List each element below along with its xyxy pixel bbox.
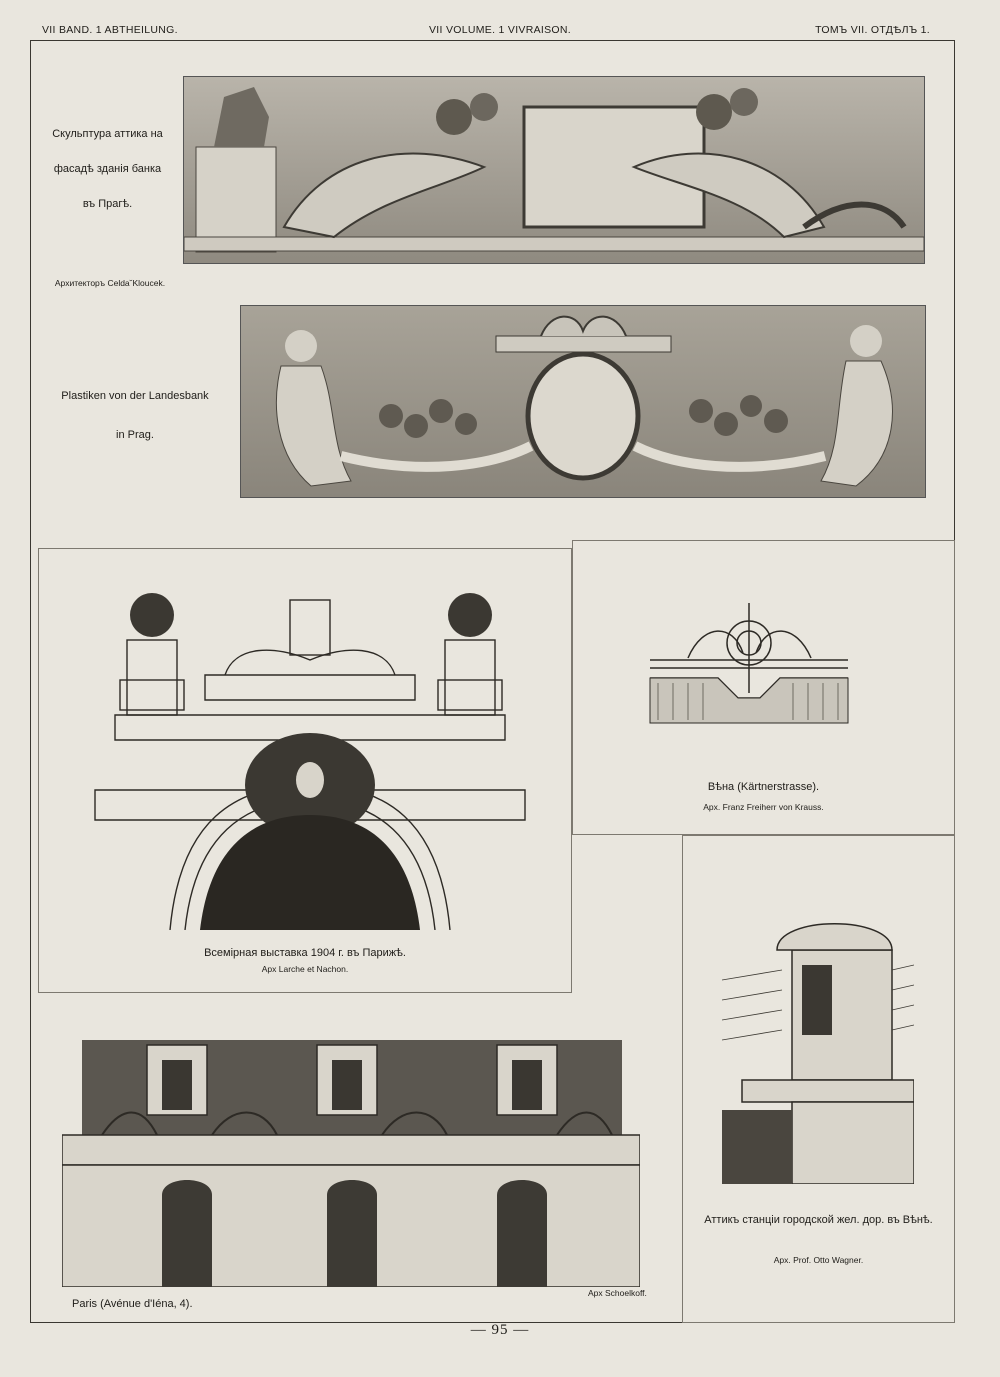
plate1-caption-line: Скульптура аттика на	[52, 128, 163, 140]
prague-attic-sculpture-photo	[183, 76, 925, 264]
exhibition-1904-drawing	[85, 560, 535, 930]
running-header-left: VII BAND. 1 ABTHEILUNG.	[42, 24, 178, 36]
plate2-caption	[40, 390, 230, 442]
landesbank-plastiken-photo	[240, 305, 926, 498]
page-number: — 95 —	[470, 1322, 530, 1338]
plate5-caption: Paris (Avénue d'Iéna, 4).	[72, 1298, 193, 1310]
plate6-caption: Аттикъ станціи городской жел. дор. въ Вѣнѣ.	[704, 1214, 933, 1226]
plate1-architect: Архитекторъ Celda˘Kloucek.	[54, 278, 166, 288]
plate6-architect: Apx. Prof. Otto Wagner.	[773, 1255, 864, 1265]
plate3-caption: Всемірная выставка 1904 г. въ Парижѣ.	[204, 947, 406, 959]
plate5-architect: Apx Schoelkoff.	[588, 1288, 647, 1298]
plate4-architect: Apx. Franz Freiherr von Krauss.	[703, 802, 824, 812]
plate2-caption-line: Plastiken von der Landesbank	[61, 390, 209, 402]
running-header-center: VII VOLUME. 1 VIVRAISON.	[429, 24, 571, 36]
plate1-caption-line: въ Прагѣ.	[82, 198, 133, 211]
running-header-right: ТОМЪ VII. ОТДѢЛЪ 1.	[815, 24, 930, 36]
vienna-kaertnerstrasse-drawing	[648, 598, 851, 726]
paris-avenue-iena-drawing	[62, 1025, 640, 1287]
plate1-caption	[40, 128, 175, 212]
plate4-caption: Вѣна (Kärtnerstrasse).	[707, 781, 820, 793]
plate1-caption-line: фасадѣ зданія банка	[53, 163, 162, 176]
plate3-architect: Apx Larche et Nachon.	[261, 964, 349, 974]
plate2-caption-line: in Prag.	[116, 429, 154, 442]
vienna-station-attic-drawing	[722, 910, 914, 1184]
